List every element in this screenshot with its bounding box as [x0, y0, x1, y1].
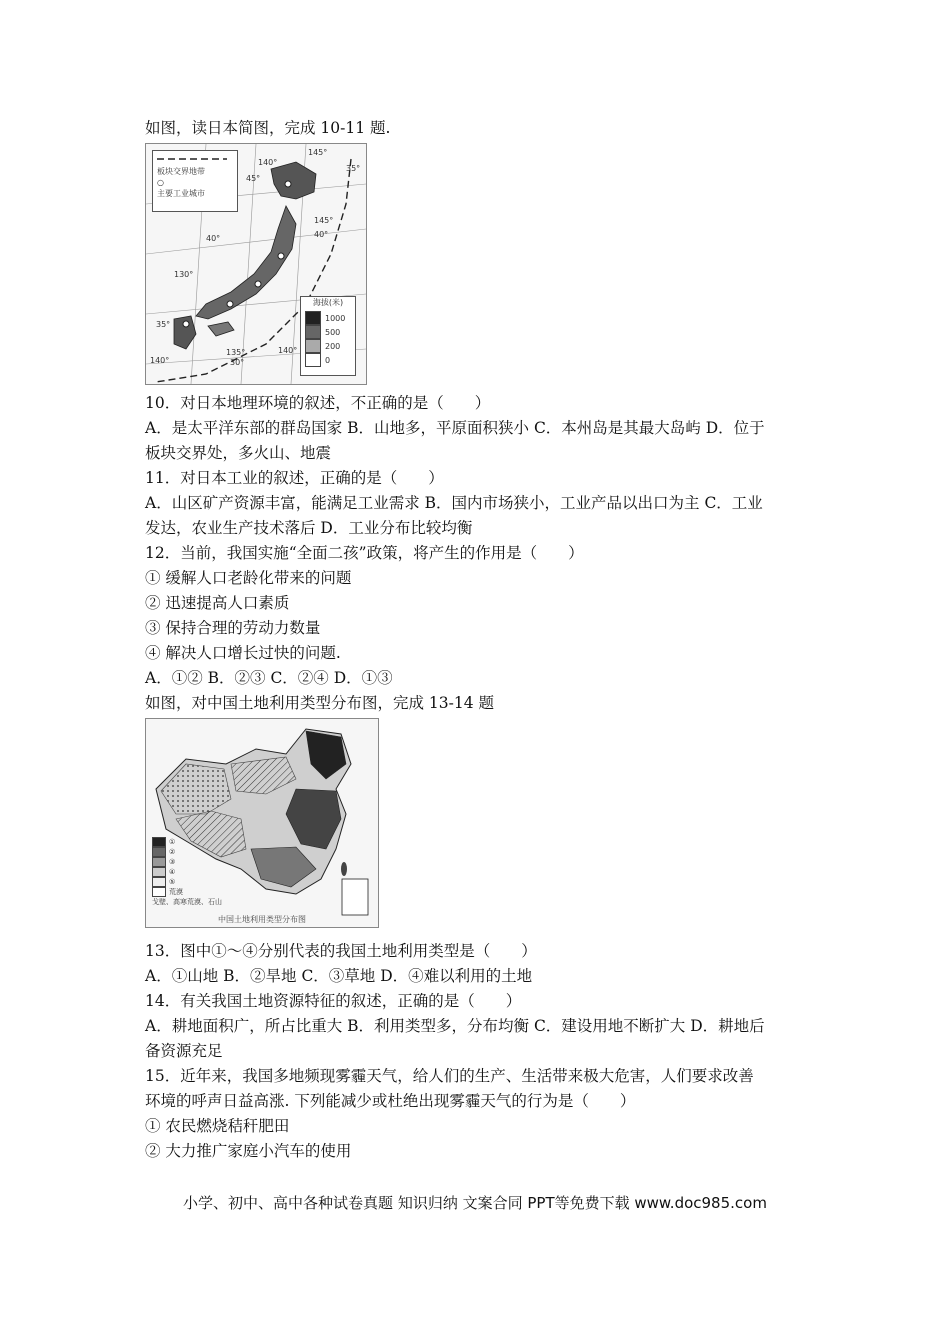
- legend-item: ⑤: [169, 878, 176, 886]
- china-map-caption: 中国土地利用类型分布图: [218, 915, 306, 924]
- q10-options-cont: 板块交界处，多火山、地震: [145, 444, 332, 462]
- q14-options-cont: 备资源充足: [145, 1042, 223, 1060]
- q14-stem: 14．有关我国土地资源特征的叙述，正确的是（ ）: [145, 992, 522, 1010]
- degree-label: 140°: [258, 158, 278, 167]
- japan-map-legend: [152, 150, 238, 212]
- japan-map-figure: [145, 143, 367, 385]
- q10-options: A．是太平洋东部的群岛国家 B．山地多，平原面积狭小 C．本州岛是其最大岛屿 D．位于: [145, 419, 765, 437]
- degree-label: 40°: [314, 230, 329, 239]
- legend-extra: 戈壁、高寒荒漠、石山: [152, 898, 222, 906]
- q12-item: ③ 保持合理的劳动力数量: [145, 619, 321, 637]
- q15-stem-cont: 环境的呼声日益高涨. 下列能减少或杜绝出现雾霾天气的行为是（ ）: [145, 1092, 636, 1110]
- altitude-title: 海拔(米): [312, 298, 344, 307]
- q12-item: ① 缓解人口老龄化带来的问题: [145, 569, 352, 587]
- altitude-level: 1000: [325, 313, 346, 323]
- q11-stem: 11．对日本工业的叙述，正确的是（ ）: [145, 469, 444, 487]
- q11-options: A．山区矿产资源丰富，能满足工业需求 B．国内市场狭小，工业产品以出口为主 C．工业: [145, 494, 763, 512]
- intro-10-11: 如图，读日本简图，完成 10-11 题.: [145, 119, 391, 137]
- q11-options-cont: 发达，农业生产技术落后 D．工业分布比较均衡: [145, 519, 473, 537]
- altitude-level: 500: [325, 327, 341, 337]
- altitude-level: 0: [325, 355, 331, 365]
- boundary-legend-line: [157, 155, 227, 163]
- degree-label: 130°: [174, 270, 194, 279]
- legend-city-label: 主要工业城市: [157, 189, 205, 198]
- q12-stem: 12．当前，我国实施“全面二孩”政策，将产生的作用是（ ）: [145, 544, 584, 562]
- intro-13-14: 如图，对中国土地利用类型分布图，完成 13-14 题: [145, 694, 495, 712]
- degree-label: 40°: [206, 234, 221, 243]
- q12-options: A．①② B．②③ C．②④ D．①③: [145, 669, 393, 687]
- q15-stem: 15．近年来，我国多地频现雾霾天气，给人们的生产、生活带来极大危害，人们要求改善: [145, 1067, 754, 1085]
- degree-label: 140°: [278, 346, 298, 355]
- q15-item: ② 大力推广家庭小汽车的使用: [145, 1142, 352, 1160]
- altitude-scale: [300, 296, 356, 376]
- legend-boundary-label: 板块交界地带: [157, 167, 205, 176]
- q14-options: A．耕地面积广，所占比重大 B．利用类型多，分布均衡 C．建设用地不断扩大 D．耕地后: [145, 1017, 765, 1035]
- q10-stem: 10．对日本地理环境的叙述，不正确的是（ ）: [145, 394, 491, 412]
- degree-label: 35°: [346, 164, 361, 173]
- degree-label: 145°: [314, 216, 334, 225]
- legend-item: ④: [169, 868, 176, 876]
- china-map-legend: [152, 837, 222, 907]
- china-landuse-map-figure: [145, 718, 379, 928]
- degree-label: 45°: [246, 174, 261, 183]
- q15-item: ① 农民燃烧秸秆肥田: [145, 1117, 290, 1135]
- degree-label: 140°: [150, 356, 170, 365]
- q13-stem: 13．图中①～④分别代表的我国土地利用类型是（ ）: [145, 942, 537, 960]
- q12-item: ② 迅速提高人口素质: [145, 594, 290, 612]
- legend-item: ③: [169, 858, 176, 866]
- altitude-level: 200: [325, 341, 341, 351]
- legend-item: ②: [169, 848, 176, 856]
- degree-label: 35°: [156, 320, 171, 329]
- degree-label: 135°: [226, 348, 246, 357]
- legend-item: 荒漠: [169, 888, 183, 896]
- degree-label: 30°: [230, 358, 245, 367]
- q12-item: ④ 解决人口增长过快的问题.: [145, 644, 341, 662]
- page-footer: 小学、初中、高中各种试卷真题 知识归纳 文案合同 PPT等免费下载 www.doc985.com: [183, 1194, 767, 1212]
- degree-label: 145°: [308, 148, 328, 157]
- q13-options: A．①山地 B．②旱地 C．③草地 D．④难以利用的土地: [145, 967, 533, 985]
- legend-item: ①: [169, 838, 176, 846]
- city-legend-icon: ○: [157, 178, 164, 187]
